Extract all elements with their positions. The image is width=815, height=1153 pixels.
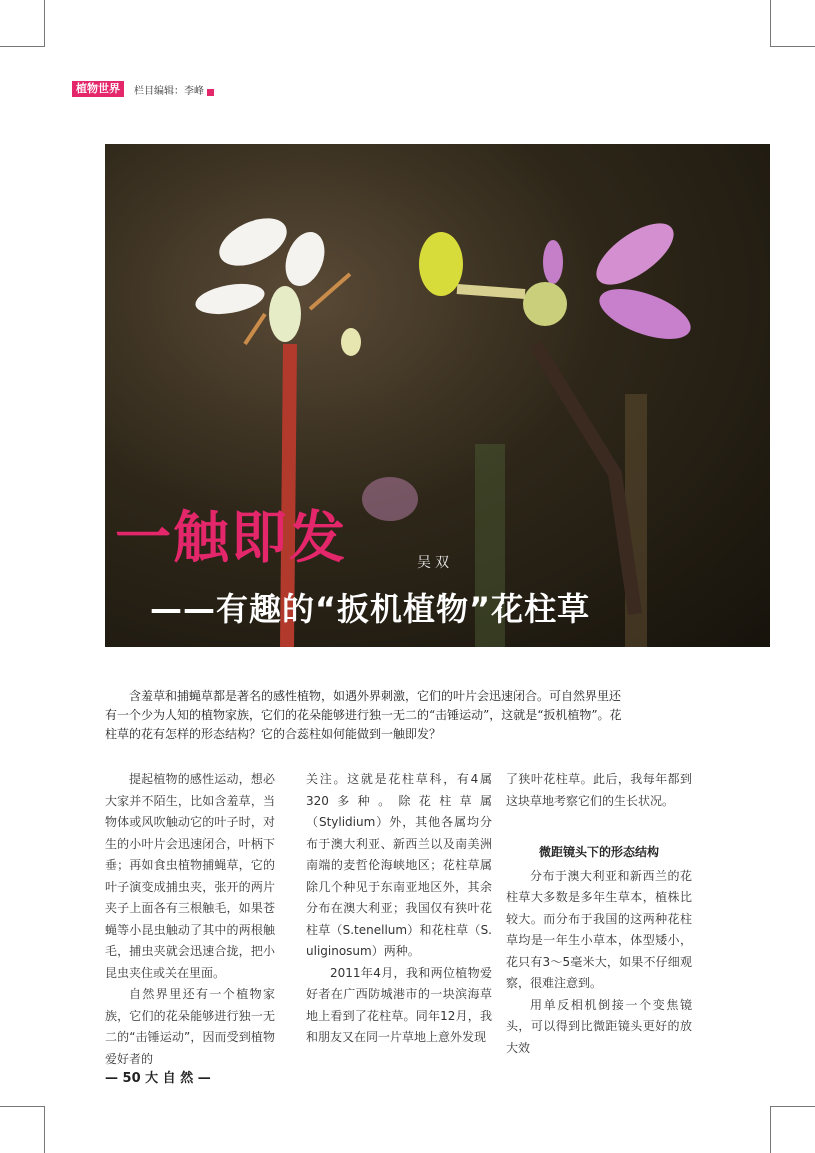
editor-credit: 栏目编辑：李峰 [134, 85, 204, 97]
page-footer: — 50 大 自 然 — [105, 1071, 211, 1086]
paragraph: 自然界里还有一个植物家族，它们的花朵能够进行独一无二的“击锤运动”，因而受到植物爱好者的 [105, 987, 275, 1066]
body-column-3 [506, 769, 692, 1059]
paragraph: 分布于澳大利亚和新西兰的花柱草大多数是多年生草本，植株比较大。而分布于我国的这两种花柱草均是一年生小草本，体型矮小，花只有3～5毫米大，如果不仔细观察，很难注意到。 [506, 868, 692, 990]
accent-square [207, 89, 214, 96]
section-header [72, 81, 214, 97]
paragraph: 关注。这就是花柱草科，有4属320多种。除花柱草属（Stylidium）外，其他各属均分布于澳大利亚、新西兰以及南美洲南端的麦哲伦海峡地区；花柱草属除几个种见于东南亚地区外，其余分布在澳大利亚；我国仅有狭叶花柱草（S.tenellum）和花柱草（S. uliginosum）两种。 [306, 772, 492, 958]
paragraph: 2011年4月，我和两位植物爱好者在广西防城港市的一块滨海草地上看到了花柱草。同年12月，我和朋友又在同一片草地上意外发现 [306, 965, 492, 1044]
paragraph: 用单反相机倒接一个变焦镜头，可以得到比微距镜头更好的放大效 [506, 997, 692, 1055]
article-title: 一触即发 [115, 506, 347, 571]
section-tag: 植物世界 [72, 81, 124, 97]
crop-mark-top-right [770, 0, 815, 47]
pink-flower [419, 212, 697, 614]
paragraph: 提起植物的感性运动，想必大家并不陌生，比如含羞草，当物体或风吹触动它的叶子时，对生的小叶片会迅速闭合，叶柄下垂；再如食虫植物捕蝇草，它的叶子演变成捕虫夹，张开的两片夹子上面各有三根触毛，如果苍蝇等小昆虫触动了其中的两根触毛，捕虫夹就会迅速合拢，把小昆虫夹住或关在里面。 [105, 772, 275, 980]
body-column-2 [306, 769, 492, 1049]
section-heading: 微距镜头下的形态结构 [538, 845, 659, 859]
article-abstract: 含羞草和捕蝇草都是著名的感性植物，如遇外界刺激，它们的叶片会迅速闭合。可自然界里还有一个少为人知的植物家族，它们的花朵能够进行独一无二的“击锤运动”，这就是“扳机植物”。花柱草的花有怎样的形态结构？它的合蕊柱如何能做到一触即发？ [105, 689, 622, 741]
crop-mark-top-left [0, 0, 45, 47]
crop-mark-bottom-left [0, 1106, 45, 1153]
hero-photo [105, 144, 770, 647]
article-subtitle: ——有趣的“扳机植物”花柱草 [150, 590, 591, 628]
blurred-bud [362, 477, 418, 521]
author-name: 吴双 [417, 555, 453, 571]
body-column-1 [105, 769, 275, 1070]
paragraph: 了狭叶花柱草。此后，我每年都到这块草地考察它们的生长状况。 [506, 772, 692, 808]
crop-mark-bottom-right [770, 1106, 815, 1153]
white-flower [193, 209, 361, 356]
